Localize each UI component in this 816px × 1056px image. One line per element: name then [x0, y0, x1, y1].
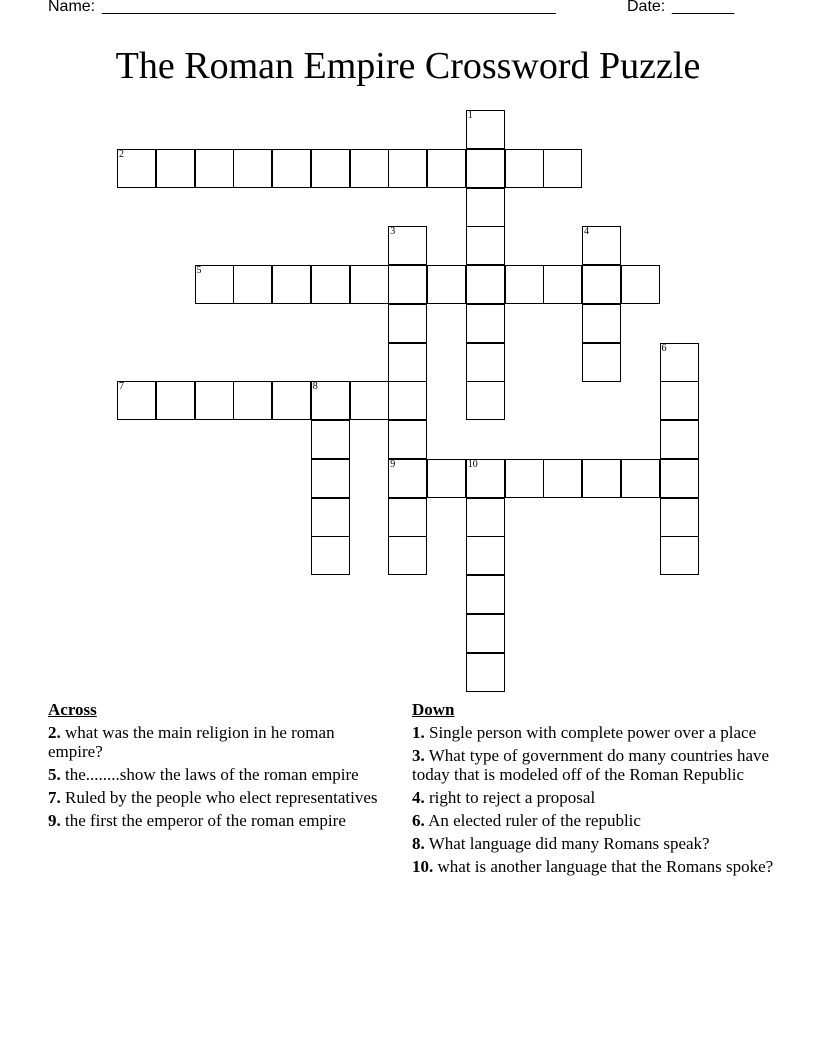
grid-cell[interactable] [505, 149, 544, 188]
cell-number: 1 [467, 110, 473, 121]
grid-cell[interactable] [156, 149, 195, 188]
page-title: The Roman Empire Crossword Puzzle [115, 45, 701, 87]
grid-cell[interactable] [311, 149, 350, 188]
grid-cell[interactable] [311, 498, 350, 537]
grid-cell[interactable] [117, 381, 156, 420]
grid-cell[interactable] [466, 653, 505, 692]
grid-cell[interactable] [233, 265, 272, 304]
clue-down-1 [412, 723, 776, 742]
clue-number: 3. [412, 746, 425, 765]
clue-down-4 [412, 788, 776, 807]
grid-cell[interactable] [582, 304, 621, 343]
grid-cell[interactable] [388, 343, 427, 382]
across-heading: Across [48, 700, 97, 719]
clue-number: 7. [48, 788, 61, 807]
clue-text: What language did many Romans speak? [428, 834, 710, 853]
clue-text: Ruled by the people who elect representatives [65, 788, 378, 807]
date-blank: _______ [672, 0, 735, 15]
cell-number: 2 [119, 148, 124, 160]
clue-number: 10. [412, 857, 434, 876]
grid-cell[interactable] [195, 381, 234, 420]
grid-cell[interactable] [388, 536, 427, 575]
across-clues [48, 700, 384, 834]
grid-cell[interactable] [466, 575, 505, 614]
grid-cell[interactable] [195, 149, 234, 188]
grid-cell[interactable] [543, 149, 582, 188]
grid-cell[interactable] [388, 498, 427, 537]
grid-cell[interactable] [660, 498, 699, 537]
clue-across-9 [48, 811, 384, 830]
grid-cell[interactable] [311, 381, 350, 420]
cell-number: 6 [661, 342, 667, 354]
grid-cell[interactable] [272, 381, 311, 420]
grid-cell[interactable] [388, 420, 427, 459]
clue-text: what was the main religion in he roman empire? [48, 723, 335, 761]
name-label: Name: [48, 0, 96, 15]
grid-cell[interactable] [156, 381, 195, 420]
grid-cell[interactable] [427, 459, 466, 498]
grid-cell[interactable] [388, 149, 427, 188]
grid-cell[interactable] [466, 381, 505, 420]
grid-cell[interactable] [350, 149, 389, 188]
cell-number: 4 [584, 226, 589, 238]
name-blank: ___________________________________________________ [102, 0, 556, 15]
grid-cell[interactable] [466, 343, 505, 382]
clue-across-5 [48, 765, 384, 784]
grid-cell[interactable] [388, 304, 427, 343]
grid-cell[interactable] [195, 265, 234, 304]
grid-cell[interactable] [272, 149, 311, 188]
clue-down-10 [412, 857, 776, 876]
clue-across-2 [48, 723, 384, 761]
date-label: Date: [627, 0, 666, 15]
cell-number: 8 [312, 381, 318, 393]
grid-cell[interactable] [117, 149, 156, 188]
clue-down-8 [412, 834, 776, 853]
clue-text: the first the emperor of the roman empire [65, 811, 346, 830]
clue-number: 1. [412, 723, 425, 742]
cell-number: 10 [467, 458, 478, 470]
cell-number: 9 [390, 458, 396, 470]
clue-number: 5. [48, 765, 61, 784]
grid-cell[interactable] [660, 536, 699, 575]
grid-cell[interactable] [660, 420, 699, 459]
grid-cell[interactable] [427, 265, 466, 304]
grid-cell[interactable] [505, 265, 544, 304]
grid-cell[interactable] [621, 265, 660, 304]
clue-number: 2. [48, 723, 61, 742]
grid-cell[interactable] [388, 459, 427, 498]
grid-cell[interactable] [466, 459, 505, 498]
grid-cell[interactable] [350, 381, 389, 420]
grid-cell[interactable] [466, 188, 505, 227]
cell-number: 3 [390, 226, 396, 238]
clue-number: 4. [412, 788, 425, 807]
grid-cell[interactable] [582, 265, 621, 304]
clue-number: 8. [412, 834, 425, 853]
down-heading: Down [412, 700, 455, 719]
grid-cell[interactable] [311, 420, 350, 459]
grid-cell[interactable] [466, 110, 505, 149]
clue-number: 9. [48, 811, 61, 830]
grid-cell[interactable] [582, 226, 621, 265]
grid-cell[interactable] [466, 614, 505, 653]
grid-cell[interactable] [427, 149, 466, 188]
grid-cell[interactable] [311, 536, 350, 575]
grid-cell[interactable] [582, 459, 621, 498]
grid-cell[interactable] [660, 459, 699, 498]
grid-cell[interactable] [466, 304, 505, 343]
clue-across-7 [48, 788, 384, 807]
clue-down-3 [412, 746, 776, 784]
grid-cell[interactable] [272, 265, 311, 304]
grid-cell[interactable] [233, 381, 272, 420]
grid-cell[interactable] [505, 459, 544, 498]
cell-number: 5 [196, 265, 202, 276]
grid-cell[interactable] [543, 265, 582, 304]
grid-cell[interactable] [388, 381, 427, 420]
grid-cell[interactable] [582, 343, 621, 382]
grid-cell[interactable] [466, 265, 505, 304]
clue-text: Single person with complete power over a place [429, 723, 757, 742]
grid-cell[interactable] [466, 149, 505, 188]
clue-text: right to reject a proposal [429, 788, 596, 807]
grid-cell[interactable] [388, 226, 427, 265]
grid-cell[interactable] [388, 265, 427, 304]
grid-cell[interactable] [350, 265, 389, 304]
grid-cell[interactable] [660, 343, 699, 382]
clue-down-6 [412, 811, 776, 830]
grid-cell[interactable] [466, 498, 505, 537]
grid-cell[interactable] [543, 459, 582, 498]
clue-text: what is another language that the Romans spoke? [437, 857, 774, 876]
grid-cell[interactable] [621, 459, 660, 498]
grid-cell[interactable] [233, 149, 272, 188]
grid-cell[interactable] [311, 265, 350, 304]
clue-text: What type of government do many countries have today that is modeled off of the Roman Republic [412, 746, 770, 784]
grid-cell[interactable] [466, 226, 505, 265]
clue-text: An elected ruler of the republic [428, 811, 641, 830]
grid-cell[interactable] [466, 536, 505, 575]
grid-cell[interactable] [660, 381, 699, 420]
down-clues [412, 700, 776, 880]
clue-number: 6. [412, 811, 425, 830]
cell-number: 7 [119, 381, 124, 393]
grid-cell[interactable] [311, 459, 350, 498]
clue-text: the........show the laws of the roman empire [65, 765, 359, 784]
